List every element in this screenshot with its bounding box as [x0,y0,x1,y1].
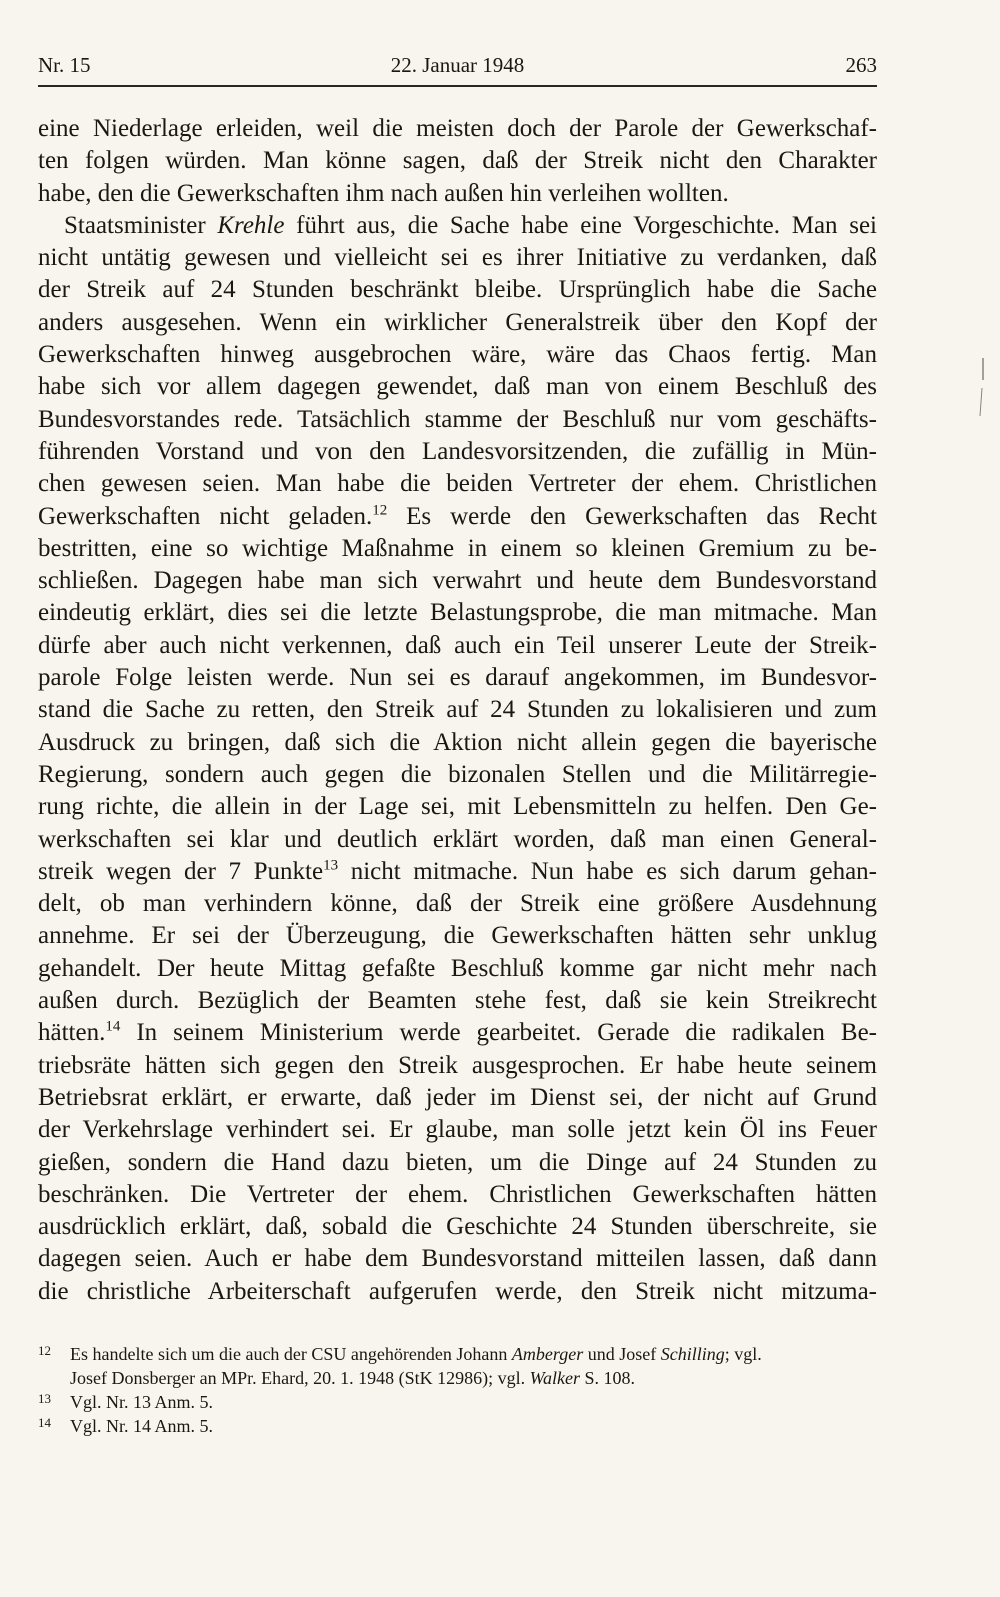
text-line: der Verkehrslage verhindert sei. Er glaube, man solle jetzt kein Öl ins Feuer [38,1116,877,1144]
text-line: gießen, sondern die Hand dazu bieten, um die Dinge auf 24 Stunden zu [38,1148,877,1176]
text-line [38,501,877,533]
margin-pencil-mark [978,358,986,418]
text-line: die christliche Arbeiterschaft aufgerufen werde, den Streik nicht mitzuma- [38,1277,877,1305]
text-line: dürfe aber auch nicht verkennen, daß auch ein Teil unserer Leute der Streik- [38,631,877,659]
text-line: beschränken. Die Vertreter der ehem. Christlichen Gewerkschaften hätten [38,1180,877,1208]
text-line: werkschaften sei klar und deutlich erklärt worden, daß man einen General- [38,825,877,853]
page-number: 263 [845,53,877,77]
text-segment: nicht mitmache. Nun habe es sich darum gehan- [338,857,877,885]
text-line: stand die Sache zu retten, den Streik auf 24 Stunden zu lokalisieren und zum [38,696,877,724]
text-line: habe, den die Gewerkschaften ihm nach außen hin verleihen wollten. [38,179,729,207]
footnote-line [70,1366,877,1390]
footnote-14 [38,1414,877,1438]
text-segment: Es werde den Gewerkschaften das Recht [387,502,877,530]
text-segment: Staatsminister [64,211,218,239]
text-line: annehme. Er sei der Überzeugung, die Gewerkschaften hätten sehr unklug [38,922,877,950]
text-segment: hätten. [38,1019,106,1047]
text-line: bestritten, eine so wichtige Maßnahme in einem so kleinen Gremium zu be- [38,534,877,562]
text-segment: ; vgl. [724,1344,762,1364]
footnote-line [70,1342,877,1366]
text-line [38,210,877,242]
text-line: schließen. Dagegen habe man sich verwahrt und heute dem Bundesvorstand [38,567,877,595]
footnote-line: Vgl. Nr. 14 Anm. 5. [70,1416,214,1436]
text-line: habe sich vor allem dagegen gewendet, daß man von einem Beschluß des [38,373,877,401]
footnote-ref-13[interactable]: 13 [323,857,339,874]
text-line: der Streik auf 24 Stunden beschränkt bleibe. Ursprünglich habe die Sache [38,276,877,304]
running-header [38,48,877,88]
footnote-line: Vgl. Nr. 13 Anm. 5. [70,1392,214,1412]
header-rule [38,85,877,87]
text-line: chen gewesen seien. Man habe die beiden Vertreter der ehem. Christlichen [38,470,877,498]
document-number: Nr. 15 [38,53,91,77]
footnote-number: 13 [38,1391,51,1406]
text-segment: Es handelte sich um die auch der CSU angehörenden Johann [70,1344,512,1364]
footnote-12 [38,1342,877,1390]
footnote-13 [38,1390,877,1414]
text-segment: S. 108. [579,1368,635,1388]
text-line: ausdrücklich erklärt, daß, sobald die Geschichte 24 Stunden überschreite, sie [38,1213,877,1241]
text-line: Regierung, sondern auch gegen die bizonalen Stellen und die Militärregie- [38,760,877,788]
text-line: eine Niederlage erleiden, weil die meisten doch der Parole der Gewerkschaf- [38,115,877,142]
text-segment: Gewerkschaften nicht geladen. [38,502,373,530]
text-line [38,1017,877,1049]
text-segment: In seinem Ministerium werde gearbeitet. Gerade die radikalen Be- [120,1019,877,1047]
text-line: gehandelt. Der heute Mittag gefaßte Beschluß komme gar nicht mehr nach [38,954,877,982]
header-date: 22. Januar 1948 [390,53,525,77]
text-line: Ausdruck zu bringen, daß sich die Aktion nicht allein gegen die bayerische [38,728,877,756]
person-name-schilling: Schilling [660,1344,725,1364]
text-line: eindeutig erklärt, dies sei die letzte Belastungsprobe, die man mitmache. Man [38,599,877,627]
person-name-amberger: Amberger [511,1344,584,1364]
footnote-ref-14[interactable]: 14 [105,1018,121,1035]
footnote-number: 14 [38,1415,51,1430]
text-line: triebsräte hätten sich gegen den Streik ausgesprochen. Er habe heute seinem [38,1051,877,1079]
text-line: delt, ob man verhindern könne, daß der Streik eine größere Ausdehnung [38,890,877,918]
text-line: Bundesvorstandes rede. Tatsächlich stamme der Beschluß nur vom geschäfts- [38,405,877,433]
person-name-krehle: Krehle [217,211,285,239]
text-line: Gewerkschaften hinweg ausgebrochen wäre, wäre das Chaos fertig. Man [38,341,877,369]
text-segment: Josef Donsberger an MPr. Ehard, 20. 1. 1948 (StK 12986); vgl. [70,1368,530,1388]
text-line: Betriebsrat erklärt, er erwarte, daß jeder im Dienst sei, der nicht auf Grund [38,1083,877,1111]
text-line: parole Folge leisten werde. Nun sei es darauf angekommen, im Bundesvor- [38,664,877,692]
text-line: anders ausgesehen. Wenn ein wirklicher Generalstreik über den Kopf der [38,308,877,336]
text-line: ten folgen würden. Man könne sagen, daß der Streik nicht den Charakter [38,147,877,175]
footnote-number: 12 [38,1343,51,1358]
text-line [38,856,877,888]
text-line: außen durch. Bezüglich der Beamten stehe fest, daß sie kein Streikrecht [38,987,877,1015]
text-line: nicht untätig gewesen und vielleicht sei es ihrer Initiative zu verdanken, daß [38,244,877,272]
text-segment: und Josef [583,1344,661,1364]
text-line: rung richte, die allein in der Lage sei, mit Lebensmitteln zu helfen. Den Ge- [38,793,877,821]
text-segment: streik wegen der 7 Punkte [38,857,324,885]
author-name-walker: Walker [529,1368,580,1388]
footnotes [38,1342,877,1438]
text-line: führenden Vorstand und von den Landesvorsitzenden, die zufällig in Mün- [38,437,877,465]
text-segment: führt aus, die Sache habe eine Vorgeschichte. Man sei [284,211,877,239]
body-text [38,113,877,1308]
footnote-ref-12[interactable]: 12 [372,502,388,519]
text-line: dagegen seien. Auch er habe dem Bundesvorstand mitteilen lassen, daß dann [38,1245,877,1273]
